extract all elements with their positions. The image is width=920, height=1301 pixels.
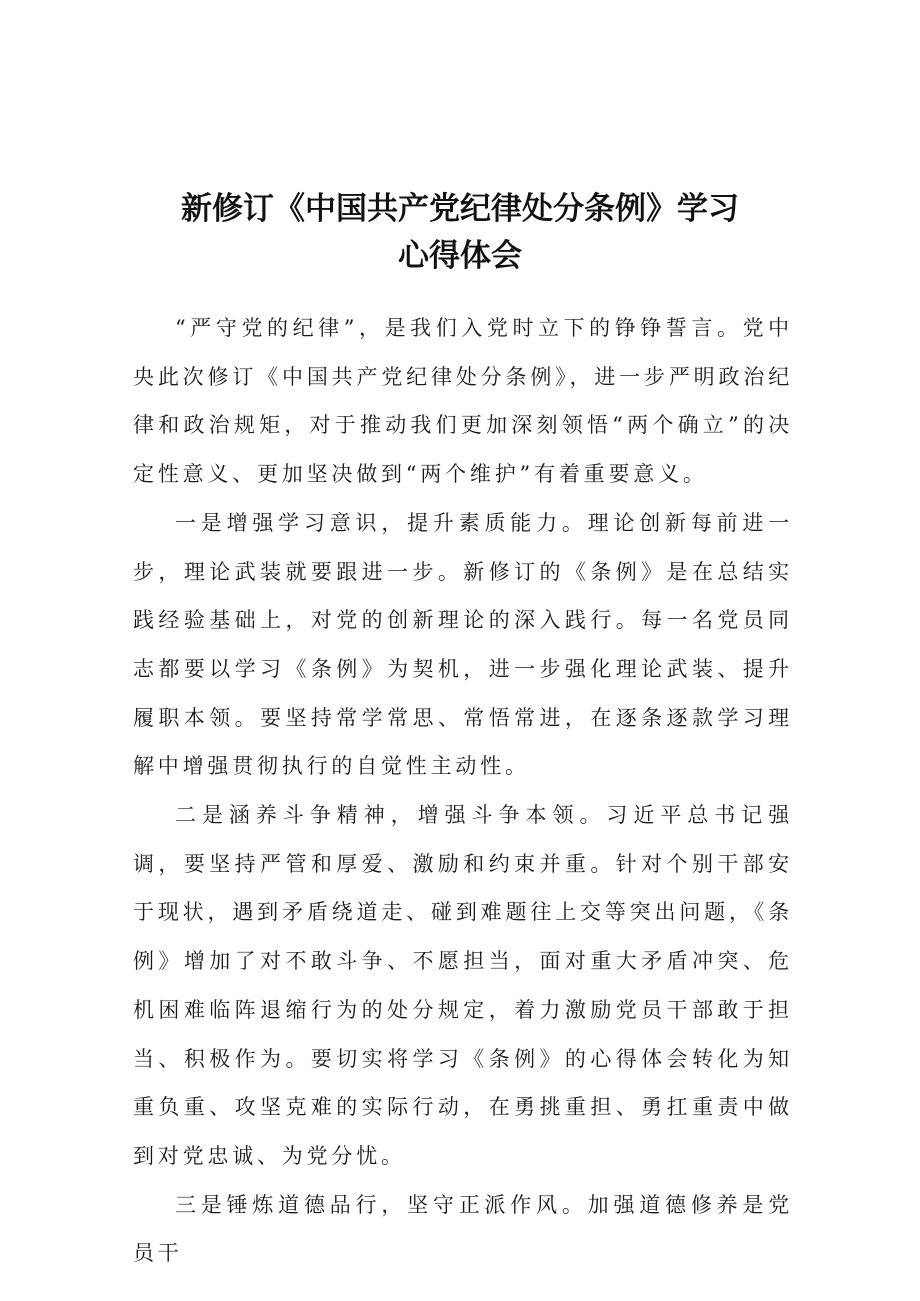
paragraph-intro: “严守党的纪律”，是我们入党时立下的铮铮誓言。党中央此次修订《中国共产党纪律处分条例》，进一步严明政治纪律和政治规矩，对于推动我们更加深刻领悟“两个确立”的决定性意义、更加坚决做到“两个维护”有着重要意义。 xyxy=(133,316,793,487)
document-title xyxy=(120,186,800,280)
paragraph-point-1: 一是增强学习意识，提升素质能力。理论创新每前进一步，理论武装就要跟进一步。新修订的《条例》是在总结实践经验基础上，对党的创新理论的深入践行。每一名党员同志都要以学习《条例》为契机，进一步强化理论武装、提升履职本领。要坚持常学常思、常悟常进，在逐条逐款学习理解中增强贯彻执行的自觉性主动性。 xyxy=(133,510,793,779)
title-line-2: 心得体会 xyxy=(398,237,522,274)
paragraph-point-3: 三是锤炼道德品行，坚守正派作风。加强道德修养是党员干 xyxy=(133,1192,793,1266)
paragraph-point-2: 二是涵养斗争精神，增强斗争本领。习近平总书记强调，要坚持严管和厚爱、激励和约束并重。针对个别干部安于现状，遇到矛盾绕道走、碰到难题往上交等突出问题，《条例》增加了对不敢斗争、不愿担当，面对重大矛盾冲突、危机困难临阵退缩行为的处分规定，着力激励党员干部敢于担当、积极作为。要切实将学习《条例》的心得体会转化为知重负重、攻坚克难的实际行动，在勇挑重担、勇扛重责中做到对党忠诚、为党分忧。 xyxy=(133,803,793,1168)
document-body xyxy=(133,304,793,1278)
title-line-1: 新修订《中国共产党纪律处分条例》学习 xyxy=(181,190,739,227)
